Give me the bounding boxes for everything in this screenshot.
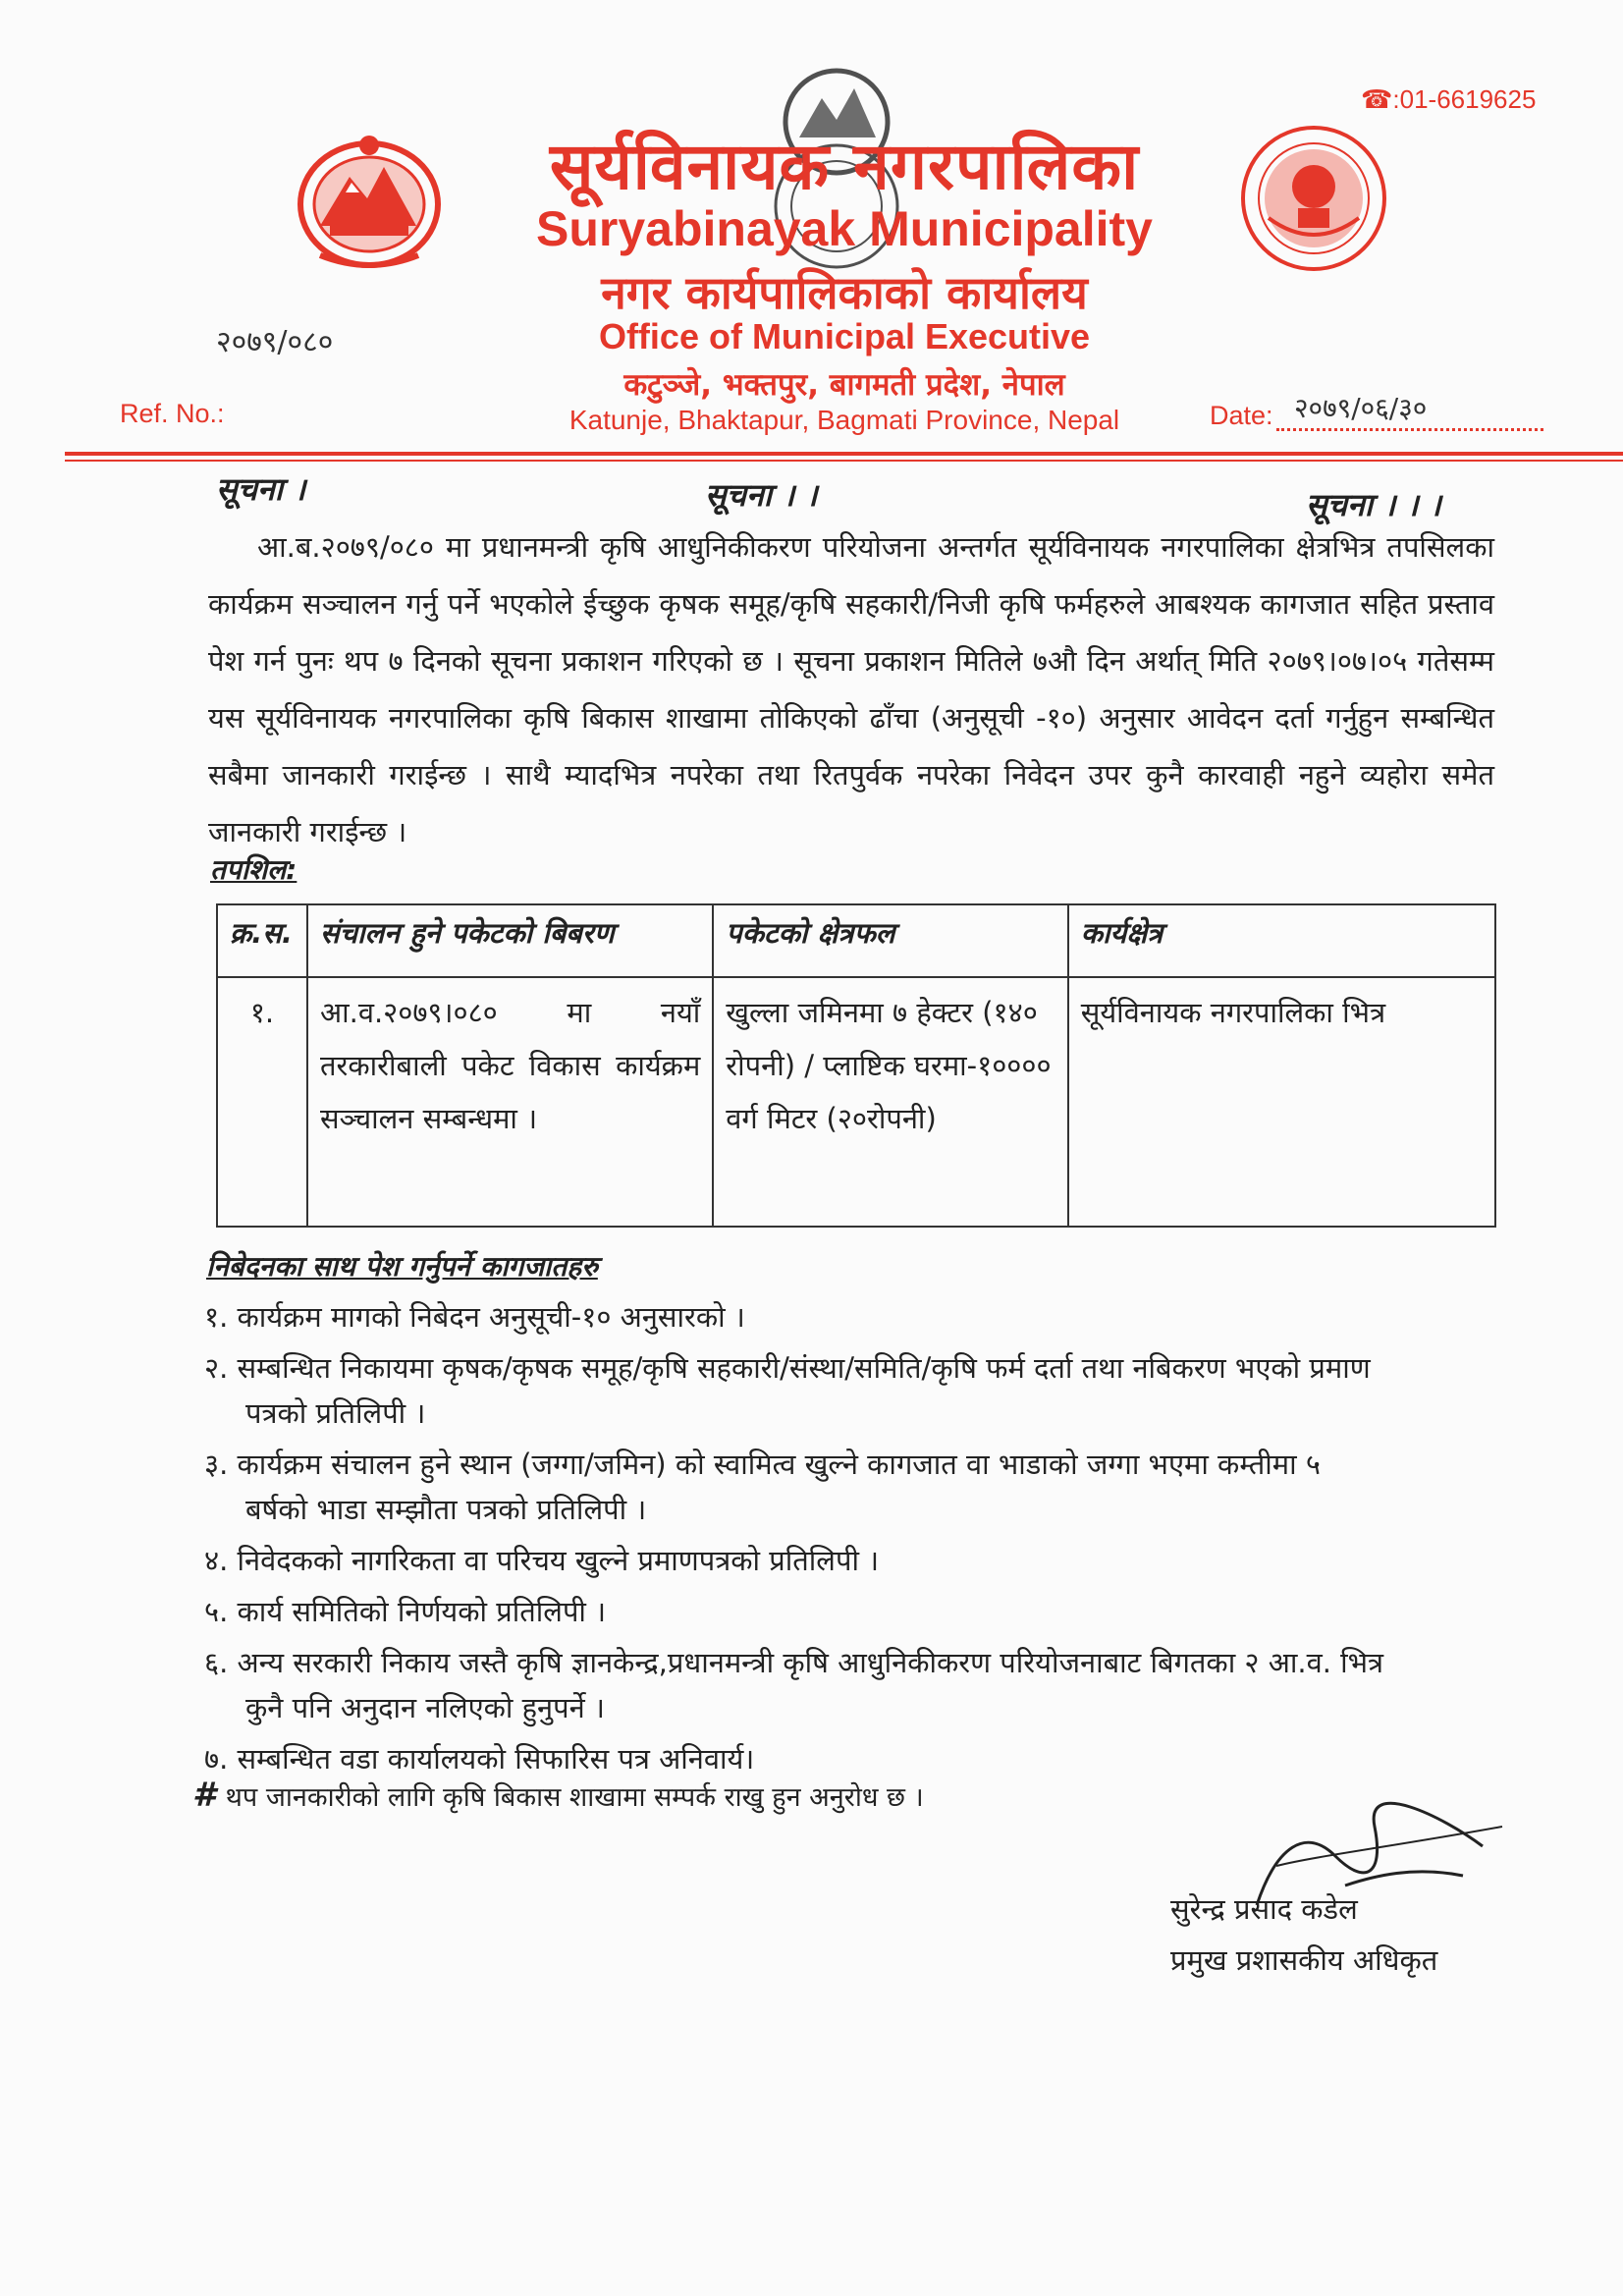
list-item: [204, 1538, 1500, 1583]
table-header-row: [217, 904, 1495, 977]
office-name-nepali: नगर कार्यपालिकाको कार्यालय: [601, 266, 1088, 319]
municipality-logo-icon: [1239, 124, 1388, 273]
details-heading: तपशिल:: [210, 853, 298, 886]
item-number: ६.: [204, 1646, 229, 1679]
cell-area: खुल्ला जमिनमा ७ हेक्टर (१४० रोपनी) / प्लाष्टिक घरमा-१०००० वर्ग मिटर (२०रोपनी): [713, 977, 1067, 1227]
notice-paragraph: [208, 519, 1494, 860]
item-text: सम्बन्धित निकायमा कृषक/कृषक समूह/कृषि सहकारी/संस्था/समिति/कृषि फर्म दर्ता तथा नबिकरण भएको प्रमाण: [237, 1351, 1371, 1385]
item-text: सम्बन्धित वडा कार्यालयको सिफारिस पत्र अनिवार्य।: [237, 1742, 755, 1776]
item-text: कार्य समितिको निर्णयको प्रतिलिपी ।: [237, 1595, 607, 1628]
list-item: [204, 1589, 1500, 1634]
item-text: कार्यक्रम मागको निबेदन अनुसूची-१० अनुसारको ।: [237, 1300, 745, 1334]
item-number: २.: [204, 1351, 229, 1385]
nepal-emblem-icon: [291, 128, 448, 275]
signer-name: सुरेन्द्र प्रसाद कडेल: [1170, 1892, 1358, 1926]
notice-paragraph-text: आ.ब.२०७९/०८० मा प्रधानमन्त्री कृषि आधुनिकीकरण परियोजना अन्तर्गत सूर्यविनायक नगरपालिका क्षेत्रभित्र तपसिलका कार्यक्रम सञ्चालन गर्नु पर्ने भएकोले ईच्छुक कृषक समूह/कृषि सहकारी/निजी कृषि फर्महरुले आबश्यक कागजात सहित प्रस्ताव पेश गर्न पुनः थप ७ दिनको सूचना प्रकाशन गरिएको छ । सूचना प्रकाशन मितिले ७औ दिन अर्थात् मिति २०७९।०७।०५ गतेसम्म यस सूर्यविनायक नगरपालिका कृषि बिकास शाखामा तोकिएको ढाँचा (अनुसूची -१०) अनुसार आवेदन दर्ता गर्नुहुन सम्बन्धित सबैमा जानकारी गराईन्छ । साथै म्यादभित्र नपरेका तथा रितपुर्वक नपरेका निवेदन उपर कुनै कारवाही नहुने व्यहोरा समेत जानकारी गराईन्छ ।: [208, 530, 1494, 848]
list-item: [204, 1345, 1500, 1391]
item-number: ७.: [204, 1742, 229, 1776]
municipality-name-english: Suryabinayak Municipality: [536, 201, 1153, 256]
item-number: ५.: [204, 1595, 229, 1628]
col-header-workarea: कार्यक्षेत्र: [1068, 904, 1495, 977]
header-divider-thin: [65, 460, 1623, 462]
item-text: निवेदकको नागरिकता वा परिचय खुल्ने प्रमाणपत्रको प्रतिलिपी ।: [237, 1544, 880, 1577]
date-value: २०७९/०६/३०: [1294, 392, 1428, 424]
requirements-list: [204, 1294, 1500, 1781]
item-number: ३.: [204, 1448, 229, 1481]
signer-title: प्रमुख प्रशासकीय अधिकृत: [1170, 1943, 1438, 1977]
requirements-heading: निबेदनका साथ पेश गर्नुपर्ने कागजातहरु: [206, 1250, 598, 1283]
list-item: [204, 1442, 1500, 1487]
municipality-name-nepali: सूर्यविनायक नगरपालिका: [549, 129, 1140, 204]
list-item: [204, 1294, 1500, 1339]
date-label: Date:: [1210, 401, 1273, 430]
office-name-english: Office of Municipal Executive: [598, 316, 1091, 356]
col-header-area: पकेटको क्षेत्रफल: [713, 904, 1067, 977]
cell-description: आ.व.२०७९।०८० मा नयाँ तरकारीबाली पकेट विकास कार्यक्रम सञ्चालन सम्बन्धमा ।: [307, 977, 713, 1227]
ref-no-label: Ref. No.:: [120, 399, 225, 428]
note-text: थप जानकारीको लागि कृषि बिकास शाखामा सम्पर्क राखु हुन अनुरोध छ ।: [225, 1782, 924, 1813]
notice-heading-2: सूचना । ।: [705, 476, 818, 514]
col-header-description: संचालन हुने पकेटको बिबरण: [307, 904, 713, 977]
address-nepali: कटुञ्जे, भक्तपुर, बागमती प्रदेश, नेपाल: [623, 367, 1065, 403]
contact-note: [192, 1776, 924, 1815]
note-hash-mark: #: [192, 1776, 216, 1815]
list-item-continuation: कुनै पनि अनुदान नलिएको हुनुपर्ने ।: [245, 1691, 605, 1724]
table-row: [217, 977, 1495, 1227]
notice-heading-3: सूचना । । ।: [1306, 486, 1441, 523]
fiscal-year-handwritten: २०७९/०८०: [216, 325, 334, 359]
col-header-serial: क्र.स.: [217, 904, 307, 977]
header-divider: [65, 452, 1623, 456]
cell-workarea: सूर्यविनायक नगरपालिका भित्र: [1068, 977, 1495, 1227]
program-table: [216, 903, 1496, 1228]
item-text: अन्य सरकारी निकाय जस्तै कृषि ज्ञानकेन्द्र,प्रधानमन्त्री कृषि आधुनिकीकरण परियोजनाबाट बिगतका २ आ.व. भित्र: [237, 1646, 1384, 1679]
phone-number: ☎:01-6619625: [1361, 84, 1537, 114]
notice-heading-1: सूचना ।: [216, 470, 306, 508]
list-item: [204, 1640, 1500, 1685]
cell-serial: १.: [217, 977, 307, 1227]
list-item-continuation: बर्षको भाडा सम्झौता पत्रको प्रतिलिपी ।: [245, 1493, 647, 1526]
item-text: कार्यक्रम संचालन हुने स्थान (जग्गा/जमिन) को स्वामित्व खुल्ने कागजात वा भाडाको जग्गा भएमा कम्तीमा ५: [237, 1448, 1321, 1481]
address-english: Katunje, Bhaktapur, Bagmati Province, Nepal: [568, 405, 1120, 435]
item-number: ४.: [204, 1544, 229, 1577]
list-item-continuation: पत्रको प्रतिलिपी ।: [245, 1396, 426, 1430]
item-number: १.: [204, 1300, 229, 1334]
